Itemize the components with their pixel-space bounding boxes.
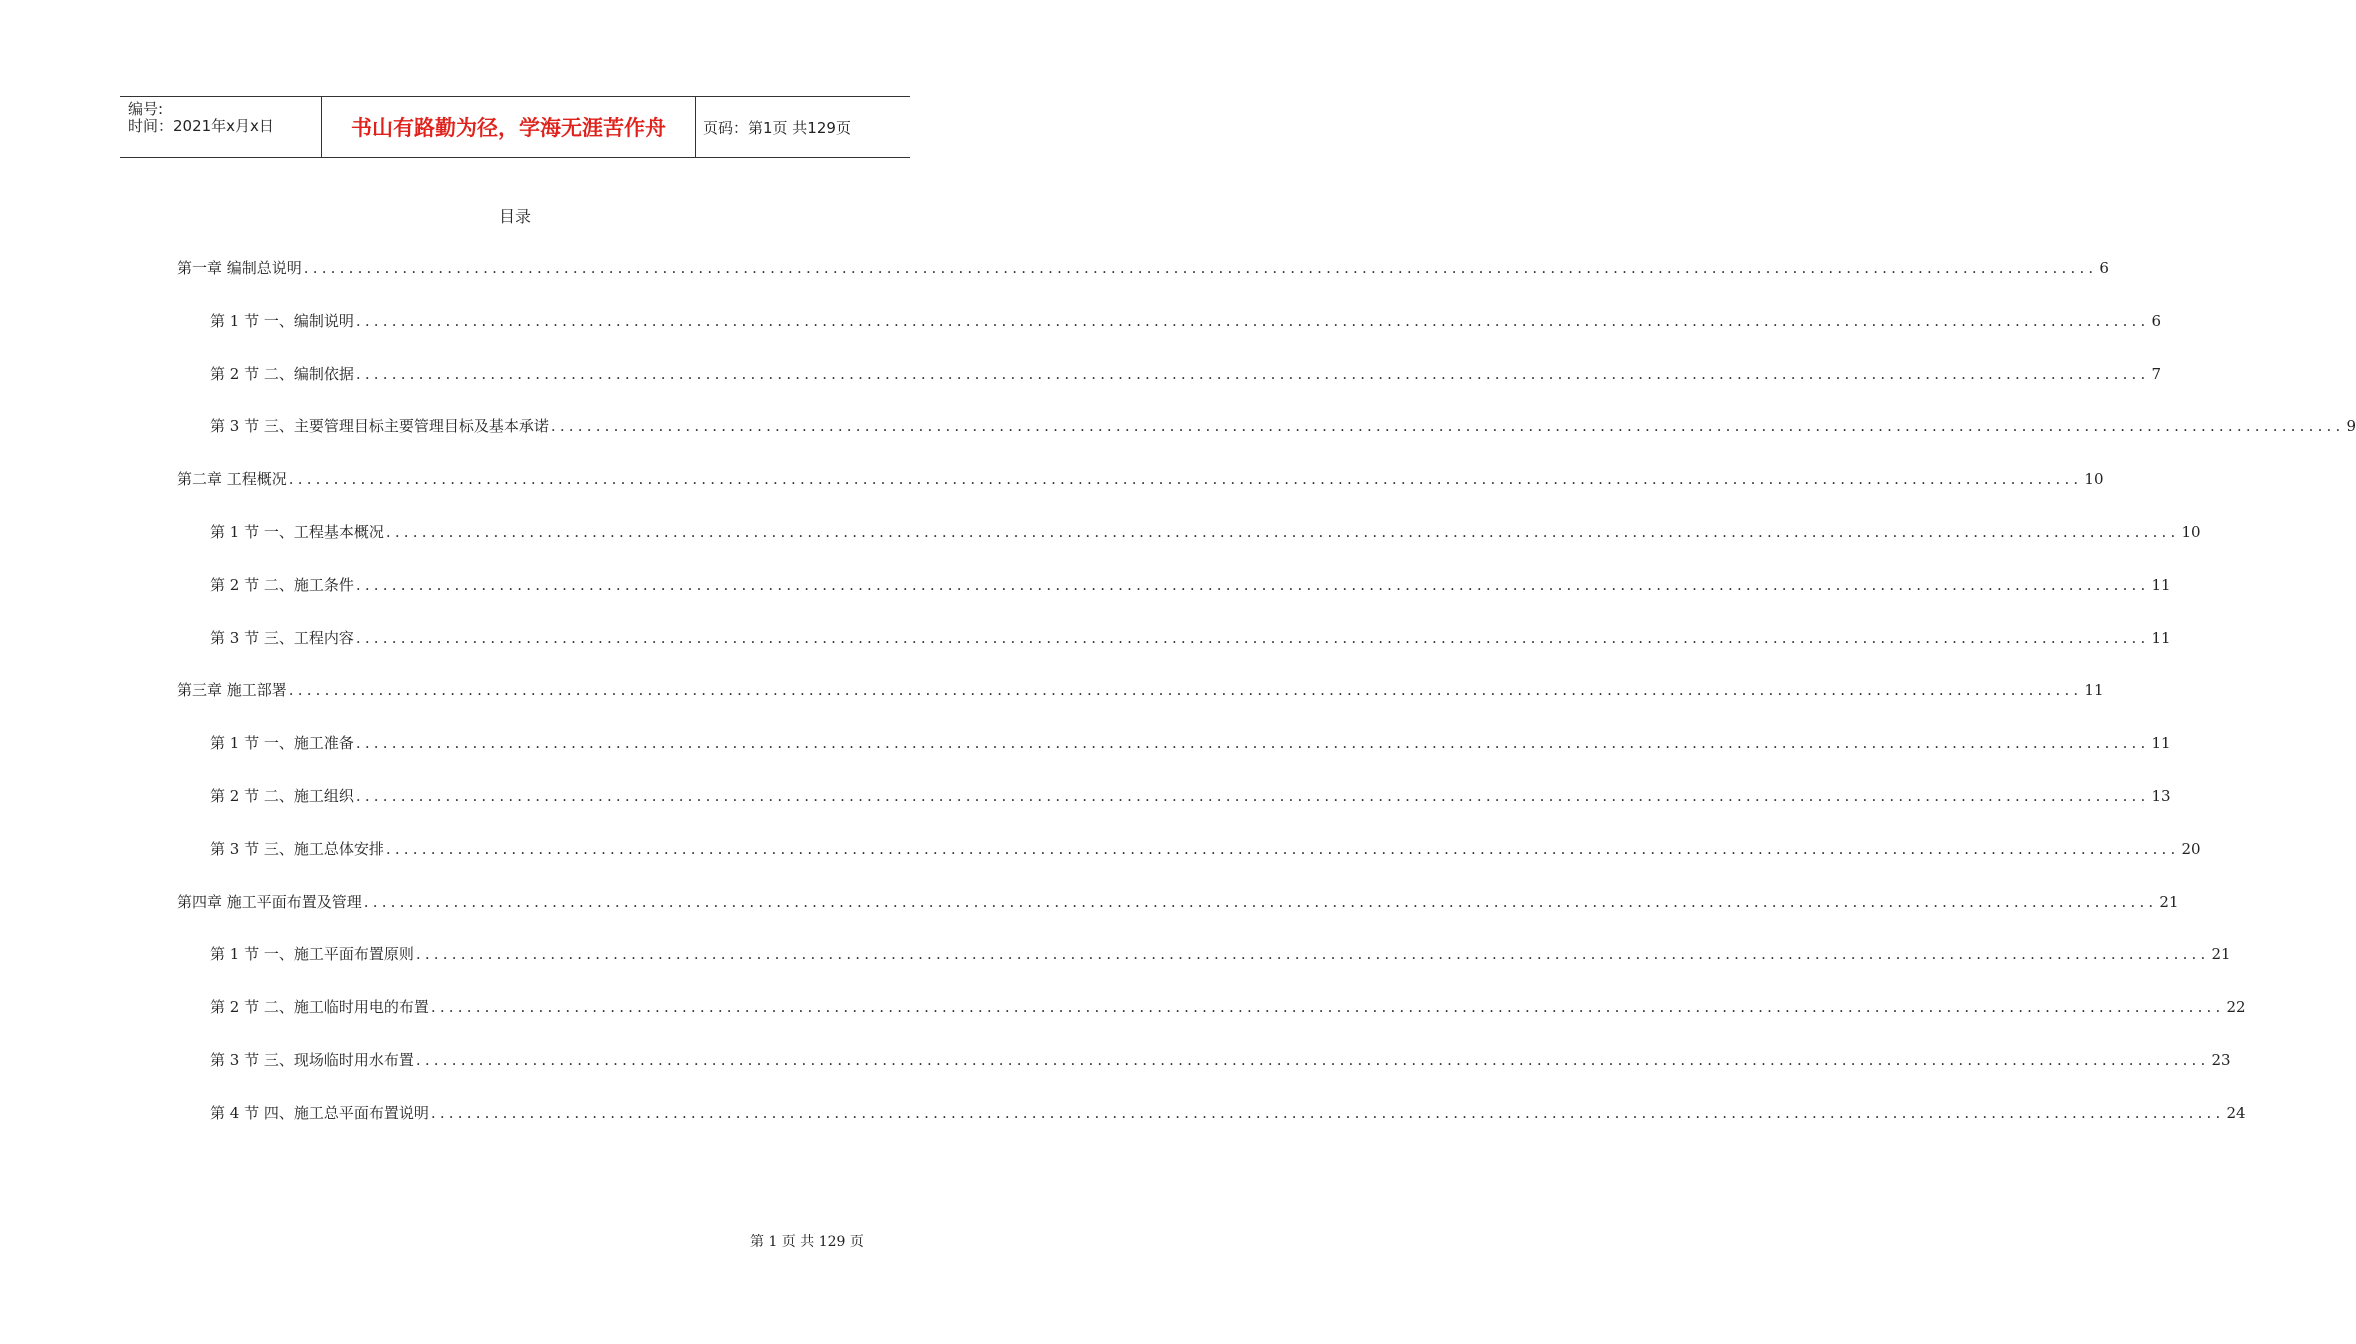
toc-title: 目录	[498, 207, 531, 226]
toc-leader-dots: ........................................................................................................................................................................................................	[430, 1104, 2225, 1122]
toc-entry[interactable]	[210, 996, 2246, 1018]
toc-entry-page: 10	[2084, 470, 2104, 488]
toc-entry[interactable]	[177, 257, 2109, 279]
toc-entry[interactable]	[177, 679, 2104, 701]
header-meta	[128, 97, 320, 157]
toc-entry-page: 6	[2099, 259, 2109, 277]
toc-entry-label: 第 3 节 三、主要管理目标主要管理目标及基本承诺	[210, 417, 549, 435]
toc-entry-page: 7	[2151, 365, 2162, 383]
toc-entry[interactable]	[177, 468, 2104, 490]
toc-entry[interactable]	[210, 943, 2231, 965]
toc-entry-page: 11	[2151, 576, 2171, 594]
toc-entry[interactable]	[210, 363, 2162, 385]
toc-entry-page: 21	[2211, 945, 2231, 963]
toc-entry-label: 第 2 节 二、施工临时用电的布置	[210, 998, 429, 1016]
toc-entry-page: 20	[2181, 840, 2201, 858]
toc-leader-dots: ........................................................................................................................................................................................................	[303, 259, 2098, 277]
toc-entry-page: 6	[2151, 312, 2162, 330]
toc-entry-label: 第 1 节 一、工程基本概况	[210, 523, 384, 541]
toc-entry-label: 第 1 节 一、施工准备	[210, 734, 354, 752]
toc-entry[interactable]	[210, 732, 2171, 754]
toc-entry-label: 第 3 节 三、现场临时用水布置	[210, 1051, 414, 1069]
toc-entry[interactable]	[210, 785, 2171, 807]
toc-leader-dots: ........................................................................................................................................................................................................	[415, 1051, 2210, 1069]
toc-entry-label: 第一章 编制总说明	[177, 259, 302, 277]
toc-entry-label: 第三章 施工部署	[177, 681, 287, 699]
toc-entry-label: 第 2 节 二、施工组织	[210, 787, 354, 805]
toc-entry-page: 11	[2084, 681, 2104, 699]
toc-entry[interactable]	[210, 521, 2201, 543]
toc-entry-label: 第 1 节 一、编制说明	[210, 312, 354, 330]
toc-entry-label: 第 3 节 三、施工总体安排	[210, 840, 384, 858]
toc-entry-label: 第 1 节 一、施工平面布置原则	[210, 945, 414, 963]
header-motto: 书山有路勤为径，学海无涯苦作舟	[321, 97, 696, 157]
toc-entry[interactable]	[210, 838, 2201, 860]
document-time-label: 时间：2021年x月x日	[128, 117, 274, 135]
toc-leader-dots: ........................................................................................................................................................................................................	[288, 470, 2083, 488]
toc-entry[interactable]	[210, 1102, 2246, 1124]
toc-leader-dots: ........................................................................................................................................................................................................	[550, 417, 2345, 435]
toc-leader-dots: ........................................................................................................................................................................................................	[385, 840, 2180, 858]
toc-entry[interactable]	[210, 415, 2356, 437]
toc-entry[interactable]	[210, 627, 2171, 649]
toc-entry-label: 第四章 施工平面布置及管理	[177, 893, 362, 911]
toc-entry-page: 11	[2151, 734, 2171, 752]
toc-entry-page: 23	[2211, 1051, 2231, 1069]
document-number-label: 编号:	[128, 100, 164, 118]
header-page-info: 页码：第1页 共129页	[703, 118, 851, 137]
toc-leader-dots: ........................................................................................................................................................................................................	[415, 945, 2210, 963]
toc-leader-dots: ........................................................................................................................................................................................................	[355, 365, 2150, 383]
toc-entry-label: 第 4 节 四、施工总平面布置说明	[210, 1104, 429, 1122]
toc-entry[interactable]	[210, 574, 2171, 596]
toc-leader-dots: ........................................................................................................................................................................................................	[363, 893, 2158, 911]
toc-leader-dots: ........................................................................................................................................................................................................	[355, 629, 2150, 647]
toc-leader-dots: ........................................................................................................................................................................................................	[385, 523, 2180, 541]
page-header	[120, 96, 910, 158]
toc-entry[interactable]	[210, 310, 2162, 332]
toc-entry-page: 10	[2181, 523, 2201, 541]
toc-entry-page: 22	[2226, 998, 2246, 1016]
toc-entry-page: 11	[2151, 629, 2171, 647]
toc-entry-page: 21	[2159, 893, 2179, 911]
toc-entry-label: 第 3 节 三、工程内容	[210, 629, 354, 647]
toc-leader-dots: ........................................................................................................................................................................................................	[355, 787, 2150, 805]
toc-leader-dots: ........................................................................................................................................................................................................	[288, 681, 2083, 699]
toc-leader-dots: ........................................................................................................................................................................................................	[355, 734, 2150, 752]
toc-entry[interactable]	[177, 891, 2179, 913]
toc-entry[interactable]	[210, 1049, 2231, 1071]
toc-leader-dots: ........................................................................................................................................................................................................	[355, 576, 2150, 594]
toc-leader-dots: ........................................................................................................................................................................................................	[430, 998, 2225, 1016]
toc-entry-page: 24	[2226, 1104, 2246, 1122]
page-footer: 第 1 页 共 129 页	[750, 1234, 864, 1250]
toc-entry-label: 第 2 节 二、编制依据	[210, 365, 354, 383]
toc-entry-label: 第二章 工程概况	[177, 470, 287, 488]
toc-entry-page: 13	[2151, 787, 2171, 805]
toc-leader-dots: ........................................................................................................................................................................................................	[355, 312, 2150, 330]
toc-entry-label: 第 2 节 二、施工条件	[210, 576, 354, 594]
toc-entry-page: 9	[2346, 417, 2356, 435]
